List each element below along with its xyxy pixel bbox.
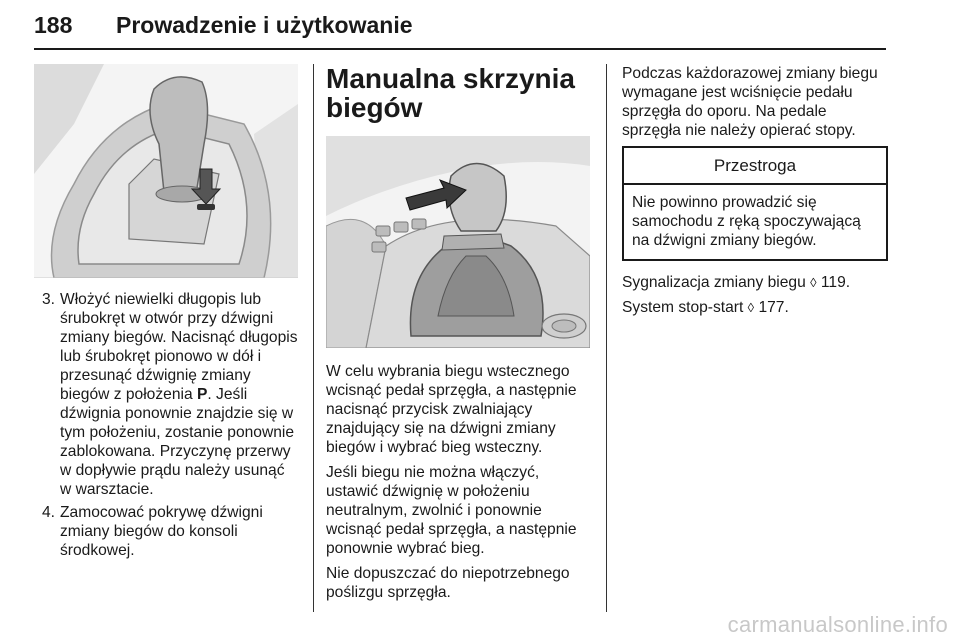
heading-line-2: biegów (326, 92, 423, 123)
column-divider-right (606, 64, 607, 612)
manual-shifter-illustration (326, 136, 590, 348)
watermark: carmanualsonline.info (727, 612, 948, 637)
position-label: P (196, 386, 208, 403)
steps-list (34, 290, 298, 560)
reference-page: 177. (758, 299, 789, 316)
list-item (34, 503, 298, 560)
paragraph: Jeśli biegu nie można włączyć, ustawić dźwignię w położeniu neutralnym, zwolnić i ponownie wcisnąć pedał sprzęgła, a następnie ponownie wybrać bieg. (326, 464, 577, 557)
column-divider-left (313, 64, 314, 612)
step-text: Włożyć niewielki długopis lub śrubokręt w otwór przy dźwigni zmiany biegów. Nacisnąć długopis lub śrubokręt pionowo w dół i przesunąć dźwignię zmiany biegów z położenia (60, 291, 298, 403)
step-number: 4. (42, 504, 56, 521)
cross-reference[interactable] (622, 273, 888, 292)
reference-page: 119. (820, 274, 851, 291)
page-header (34, 6, 886, 46)
caution-title: Przestroga (624, 148, 886, 185)
section-title: Prowadzenie i użytkowanie (116, 12, 413, 38)
cross-reference[interactable] (622, 298, 888, 317)
automatic-shifter-illustration (34, 64, 298, 278)
step-text-cont: . Jeśli dźwignia ponownie znajdzie się w tym położeniu, zostanie ponownie zablokowana. Przyczynę przerwy w dopływie prądu należy usunąć w warsztacie. (60, 386, 295, 498)
list-item (34, 290, 298, 499)
paragraph: Nie dopuszczać do niepotrzebnego poślizgu sprzęgła. (326, 565, 570, 601)
heading-line-1: Manualna skrzynia (326, 63, 575, 94)
step-number: 3. (42, 291, 56, 308)
right-column (622, 64, 888, 323)
caution-box (622, 146, 888, 261)
page-ref-icon: ◊ (747, 300, 755, 315)
left-column (34, 64, 298, 564)
page-number: 188 (34, 12, 73, 38)
page-ref-icon: ◊ (810, 275, 817, 290)
paragraph: Podczas każdorazowej zmiany biegu wymagane jest wciśnięcie pedału sprzęgła do oporu. Na pedale sprzęgła nie należy opierać stopy. (622, 65, 878, 139)
header-rule (34, 48, 886, 50)
reference-text: Sygnalizacja zmiany biegu (622, 274, 806, 291)
step-text: Zamocować pokrywę dźwigni zmiany biegów do konsoli środkowej. (60, 504, 263, 559)
middle-column (326, 64, 590, 608)
paragraph: W celu wybrania biegu wstecznego wcisnąć pedał sprzęgła, a następnie nacisnąć przycisk zwalniający znajdujący się na dźwigni zmiany biegów i wybrać bieg wsteczny. (326, 363, 577, 456)
section-heading (326, 64, 590, 122)
caution-text: Nie powinno prowadzić się samochodu z ręką spoczywającą na dźwigni zmiany biegów. (632, 194, 861, 249)
reference-text: System stop-start (622, 299, 744, 316)
